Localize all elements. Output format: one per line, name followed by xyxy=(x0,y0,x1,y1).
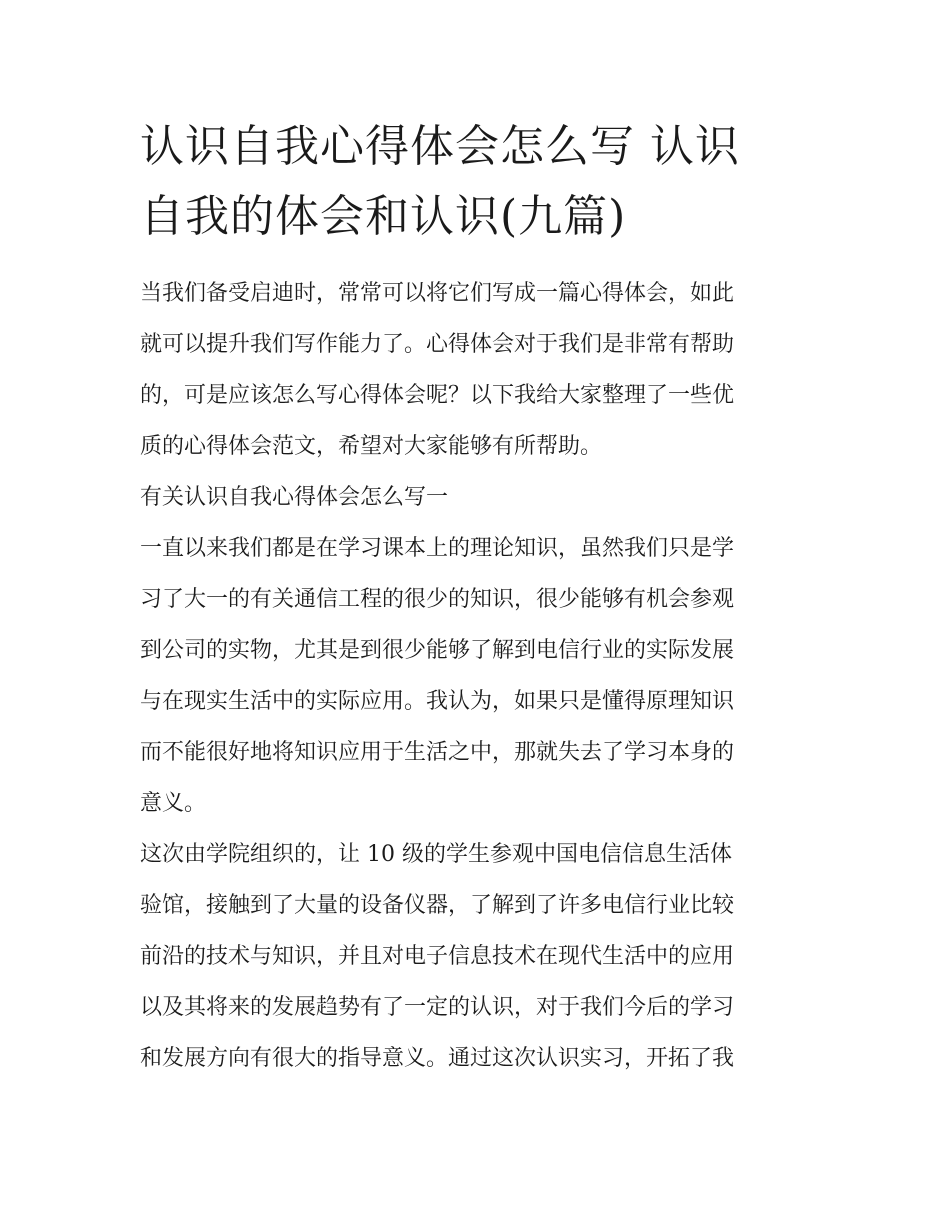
text-line: 当我们备受启迪时，常常可以将它们写成一篇心得体会，如此 xyxy=(140,281,735,306)
text-line: 习了大一的有关通信工程的很少的知识，很少能够有机会参观 xyxy=(140,587,735,612)
text-line: 与在现实生活中的实际应用。我认为，如果只是懂得原理知识 xyxy=(140,689,735,714)
text-line: 以及其将来的发展趋势有了一定的认识，对于我们今后的学习 xyxy=(140,995,735,1020)
body-paragraph-2 xyxy=(140,829,815,1084)
document-title xyxy=(140,112,815,252)
text-line: 质的心得体会范文，希望对大家能够有所帮助。 xyxy=(140,434,603,459)
text-line: 验馆，接触到了大量的设备仪器，了解到了许多电信行业比较 xyxy=(140,893,735,918)
text-line: 一直以来我们都是在学习课本上的理论知识，虽然我们只是学 xyxy=(140,536,735,561)
section-heading xyxy=(140,472,815,523)
text-line: 前沿的技术与知识，并且对电子信息技术在现代生活中的应用 xyxy=(140,944,735,969)
document-body xyxy=(140,268,815,1084)
text-line: 和发展方向有很大的指导意义。通过这次认识实习，开拓了我 xyxy=(140,1046,735,1071)
section-heading-text: 有关认识自我心得体会怎么写一 xyxy=(140,485,449,510)
text-line: 到公司的实物，尤其是到很少能够了解到电信行业的实际发展 xyxy=(140,638,735,663)
title-line: 认识自我心得体会怎么写 认识 xyxy=(140,121,740,172)
text-line: 就可以提升我们写作能力了。心得体会对于我们是非常有帮助 xyxy=(140,332,735,357)
document-page xyxy=(140,112,815,1084)
title-line: 自我的体会和认识(九篇) xyxy=(140,191,627,242)
text-line: 的，可是应该怎么写心得体会呢？以下我给大家整理了一些优 xyxy=(140,383,735,408)
text-line: 而不能很好地将知识应用于生活之中，那就失去了学习本身的 xyxy=(140,740,735,765)
text-line: 这次由学院组织的，让 10 级的学生参观中国电信信息生活体 xyxy=(140,842,732,867)
text-line: 意义。 xyxy=(140,791,207,816)
body-paragraph-1 xyxy=(140,523,815,829)
intro-paragraph xyxy=(140,268,815,472)
